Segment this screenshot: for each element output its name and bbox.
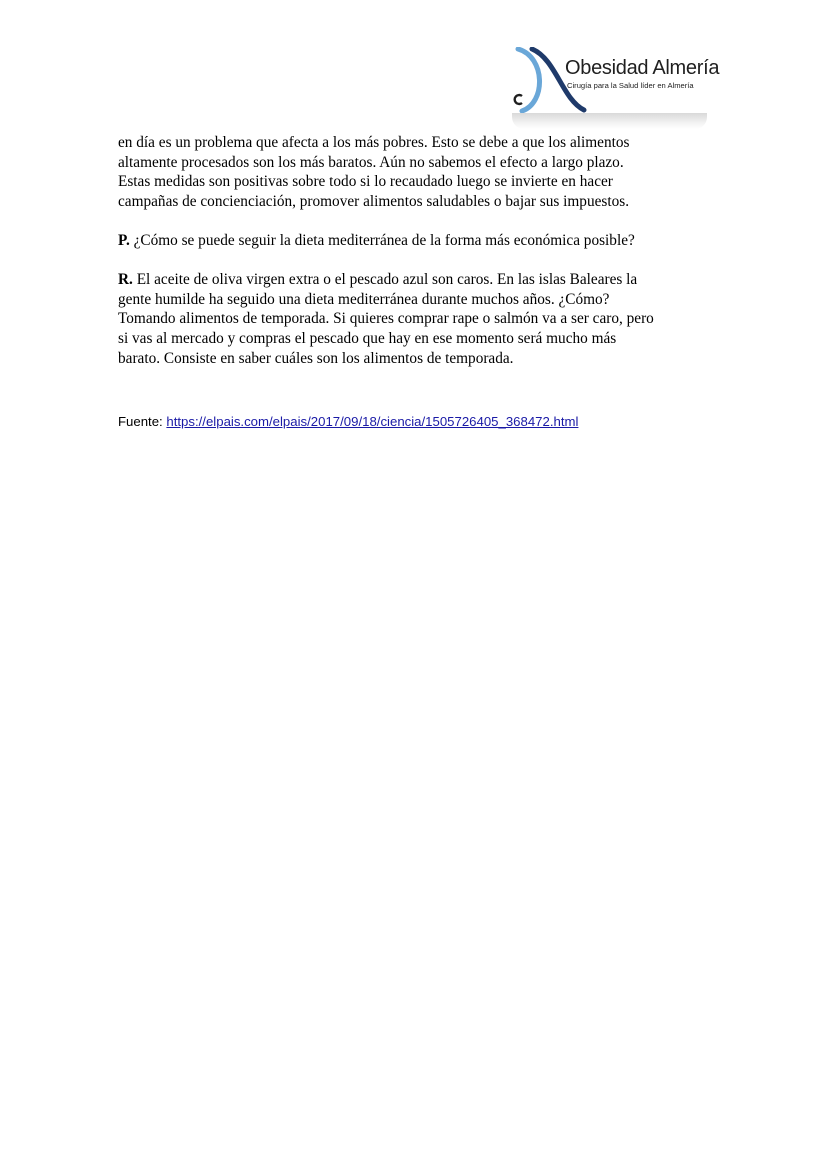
question-text: ¿Cómo se puede seguir la dieta mediterránea de la forma más económica posible? [129,231,635,249]
question-label: P. [118,231,130,249]
answer-line: Tomando alimentos de temporada. Si quieres comprar rape o salmón va a ser caro, pero [118,310,654,328]
paragraph-line: altamente procesados son los más baratos. Aún no sabemos el efecto a largo plazo. [118,153,624,171]
source-label: Fuente: [118,414,167,429]
question-line [118,231,718,251]
source-link[interactable]: https://elpais.com/elpais/2017/09/18/ciencia/1505726405_368472.html [166,414,579,429]
answer-text: El aceite de oliva virgen extra o el pescado azul son caros. En las islas Baleares la [132,271,638,289]
answer-paragraph [118,270,718,368]
paragraph-line: campañas de concienciación, promover alimentos saludables o bajar sus impuestos. [118,192,630,210]
obesidad-almeria-logo [512,47,720,113]
question-paragraph [118,231,718,251]
answer-label: R. [118,271,133,289]
logo-title: Obesidad Almería [565,57,720,79]
answer-first-line [118,270,718,290]
paragraph-intro [118,133,718,211]
logo-subtitle: Cirugía para la Salud líder en Almería [567,81,694,90]
answer-line: gente humilde ha seguido una dieta mediterránea durante muchos años. ¿Cómo? [118,290,610,308]
answer-line: barato. Consiste en saber cuáles son los alimentos de temporada. [118,349,514,367]
logo-reflection [512,113,707,129]
article-body [118,133,718,388]
answer-line: si vas al mercado y compras el pescado que hay en ese momento será mucho más [118,329,617,347]
paragraph-line: en día es un problema que afecta a los más pobres. Esto se debe a que los alimentos [118,134,630,151]
source-citation [118,414,578,429]
paragraph-line: Estas medidas son positivas sobre todo si lo recaudado luego se invierte en hacer [118,173,613,191]
